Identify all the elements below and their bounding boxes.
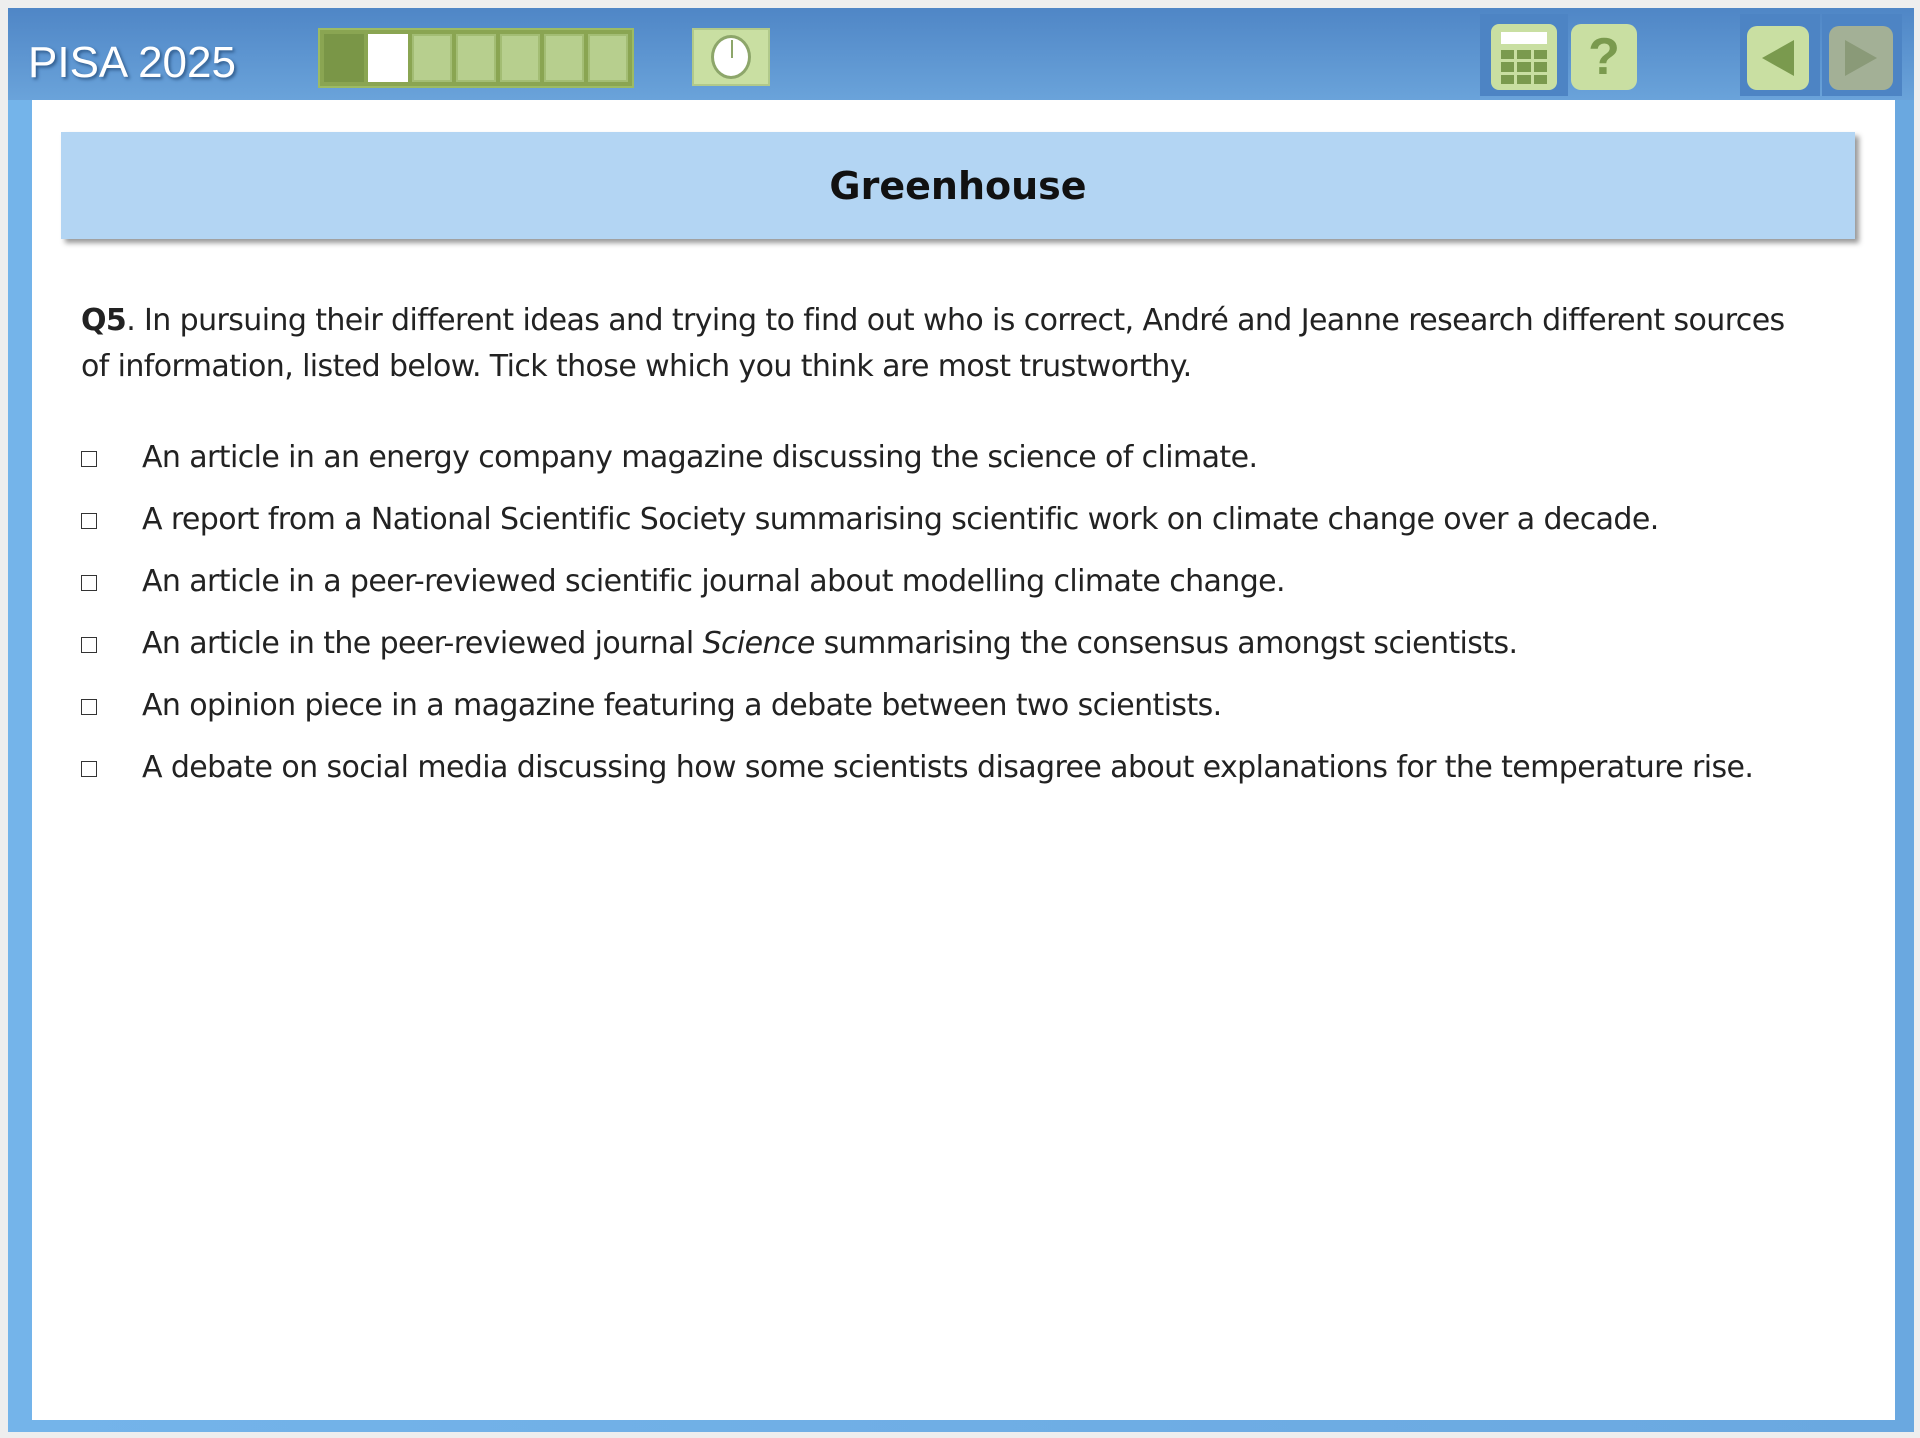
option-text: A report from a National Scientific Society summarising scientific work on climate change over a decade. [142,502,1659,537]
option-checkbox[interactable] [81,513,97,529]
option-text: An opinion piece in a magazine featuring a debate between two scientists. [142,688,1222,723]
option-checkbox[interactable] [81,575,97,591]
option-checkbox[interactable] [81,637,97,653]
question-mark-icon: ? [1588,28,1620,86]
option-text: A debate on social media discussing how some scientists disagree about explanations for the temperature rise. [142,750,1754,785]
options-list [81,435,1821,807]
question-label: Q5 [81,303,127,338]
progress-segment-current [368,34,408,82]
calculator-keys [1501,50,1547,84]
option-item [81,435,1821,481]
progress-segment [324,34,364,82]
option-text-pre: An article in the peer-reviewed journal [142,626,703,661]
option-checkbox[interactable] [81,699,97,715]
option-text: An article in a peer-reviewed scientific journal about modelling climate change. [142,564,1285,599]
progress-segment [412,34,452,82]
option-item [81,497,1821,543]
option-text: An article in an energy company magazine discussing the science of climate. [142,440,1258,475]
option-item [81,683,1821,729]
timer-button[interactable] [692,28,770,86]
journal-name: Science [702,626,815,661]
clock-icon [711,35,751,79]
progress-segment [500,34,540,82]
next-button[interactable] [1829,26,1893,90]
back-button[interactable] [1747,26,1809,90]
option-text [142,621,1517,667]
option-checkbox[interactable] [81,761,97,777]
progress-segment [588,34,628,82]
app-brand: PISA 2025 [28,38,236,87]
option-item [81,559,1821,605]
triangle-left-icon [1758,36,1798,80]
option-item [81,621,1821,667]
triangle-right-icon [1841,36,1881,80]
progress-segment [456,34,496,82]
progress-segment [544,34,584,82]
question-body: . In pursuing their different ideas and trying to find out who is correct, André and Jeanne research different sources of information, listed below. Tick those which you think are most trustworthy. [81,303,1785,384]
unit-progress-bar [318,28,634,88]
unit-title: Greenhouse [829,163,1087,208]
content-area [32,100,1895,1420]
option-checkbox[interactable] [81,451,97,467]
option-text-post: summarising the consensus amongst scientists. [814,626,1518,661]
help-button[interactable] [1571,24,1637,90]
question-text [81,298,1821,390]
calculator-icon [1501,32,1547,44]
calculator-button[interactable] [1491,24,1557,90]
unit-title-bar [61,132,1855,239]
option-item [81,745,1821,791]
